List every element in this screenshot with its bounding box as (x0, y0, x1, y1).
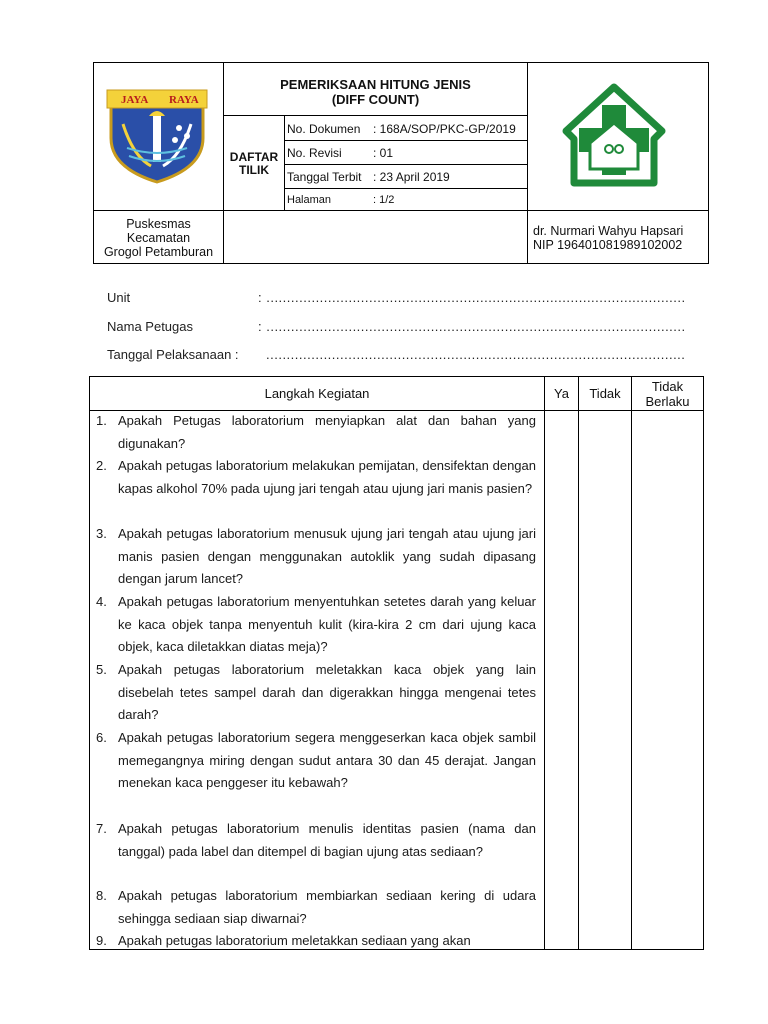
field-value-officer[interactable]: : ...................................................................................................... (258, 320, 686, 334)
item-number: 8. (96, 888, 107, 903)
list-item (96, 885, 536, 930)
checkbox-column-no[interactable] (579, 411, 631, 949)
item-number: 5. (96, 662, 107, 677)
item-number: 6. (96, 730, 107, 745)
emblem-text-right: RAYA (169, 94, 199, 106)
column-header-no: Tidak (589, 386, 621, 401)
checkbox-column-yes[interactable] (545, 411, 578, 949)
meta-label-issue-date: Tanggal Terbit (287, 170, 362, 184)
item-number: 3. (96, 526, 107, 541)
signer-nip: NIP 196401081989102002 (533, 238, 683, 252)
list-item (96, 818, 536, 863)
signer-name: dr. Nurmari Wahyu Hapsari (533, 224, 684, 238)
puskesmas-logo (562, 83, 666, 189)
item-text: Apakah petugas laboratorium membiarkan sediaan kering di udara sehingga sediaan siap diwarnai? (118, 888, 536, 926)
column-header-steps: Langkah Kegiatan (264, 386, 370, 401)
list-item (96, 930, 536, 949)
item-text: Apakah Petugas laboratorium menyiapkan alat dan bahan yang digunakan? (118, 413, 536, 451)
list-item (96, 523, 536, 591)
org-line1: Puskesmas (126, 217, 191, 231)
field-value-date[interactable]: ...................................................................................................... (266, 348, 686, 362)
item-text: Apakah petugas laboratorium segera menggeserkan kaca objek sambil memegangnya miring dengan sudut antara 30 dan 45 derajat. Jangan menekan kaca penggeser itu kebawah? (118, 730, 536, 790)
item-text: Apakah petugas laboratorium melakukan pemijatan, densifektan dengan kapas alkohol 70% pada ujung jari tengah atau ujung jari manis pasien? (118, 458, 536, 496)
org-line2: Kecamatan (126, 231, 191, 245)
doc-type-line1: DAFTAR (229, 150, 279, 164)
field-label-officer: Nama Petugas (107, 319, 193, 334)
meta-value-doc-number: : 168A/SOP/PKC-GP/2019 (373, 122, 516, 136)
checkbox-column-na[interactable] (632, 411, 703, 949)
column-header-na-line1: Tidak (651, 379, 684, 394)
doc-title-line2: (DIFF COUNT) (331, 92, 420, 107)
item-number: 2. (96, 458, 107, 473)
column-header-na-line2: Berlaku (645, 394, 690, 409)
list-item (96, 659, 536, 727)
column-header-yes: Ya (554, 386, 569, 401)
emblem-text-left: JAYA (121, 94, 149, 106)
meta-label-doc-number: No. Dokumen (287, 122, 361, 136)
meta-value-revision: : 01 (373, 146, 394, 160)
jaya-raya-emblem (103, 86, 211, 186)
doc-type-line2: TILIK (239, 163, 269, 177)
item-text: Apakah petugas laboratorium menusuk ujung jari tengah atau ujung jari manis pasien dengan menggunakan autoklik yang sudah dipasang dengan jarum lancet? (118, 526, 536, 586)
item-number: 4. (96, 594, 107, 609)
list-item (96, 455, 536, 500)
field-value-unit[interactable]: : ...................................................................................................... (258, 291, 686, 305)
meta-label-revision: No. Revisi (287, 146, 342, 160)
item-text: Apakah petugas laboratorium meletakkan kaca objek yang lain disebelah tetes sampel darah dan digerakkan hingga mengenai tetes darah? (118, 662, 536, 722)
meta-value-issue-date: : 23 April 2019 (373, 170, 450, 184)
list-item (96, 410, 536, 455)
doc-title-line1: PEMERIKSAAN HITUNG JENIS (280, 77, 471, 92)
item-number: 7. (96, 821, 107, 836)
list-item (96, 591, 536, 659)
item-text: Apakah petugas laboratorium menyentuhkan setetes darah yang keluar ke kaca objek tanpa menyentuh kulit (kira-kira 2 cm dari ujung kaca objek, kaca diletakkan diatas meja)? (118, 594, 536, 654)
item-text: Apakah petugas laboratorium meletakkan sediaan yang akan (118, 933, 471, 948)
item-text: Apakah petugas laboratorium menulis identitas pasien (nama dan tanggal) pada label dan ditempel di bagian ujung atas sediaan? (118, 821, 536, 859)
item-number: 1. (96, 413, 107, 428)
field-label-unit: Unit (107, 290, 131, 305)
list-item (96, 727, 536, 795)
item-number: 9. (96, 933, 107, 948)
meta-value-page: : 1/2 (373, 194, 395, 206)
field-label-date: Tanggal Pelaksanaan : (107, 347, 239, 362)
org-line3: Grogol Petamburan (103, 245, 214, 259)
meta-label-page: Halaman (287, 194, 332, 206)
